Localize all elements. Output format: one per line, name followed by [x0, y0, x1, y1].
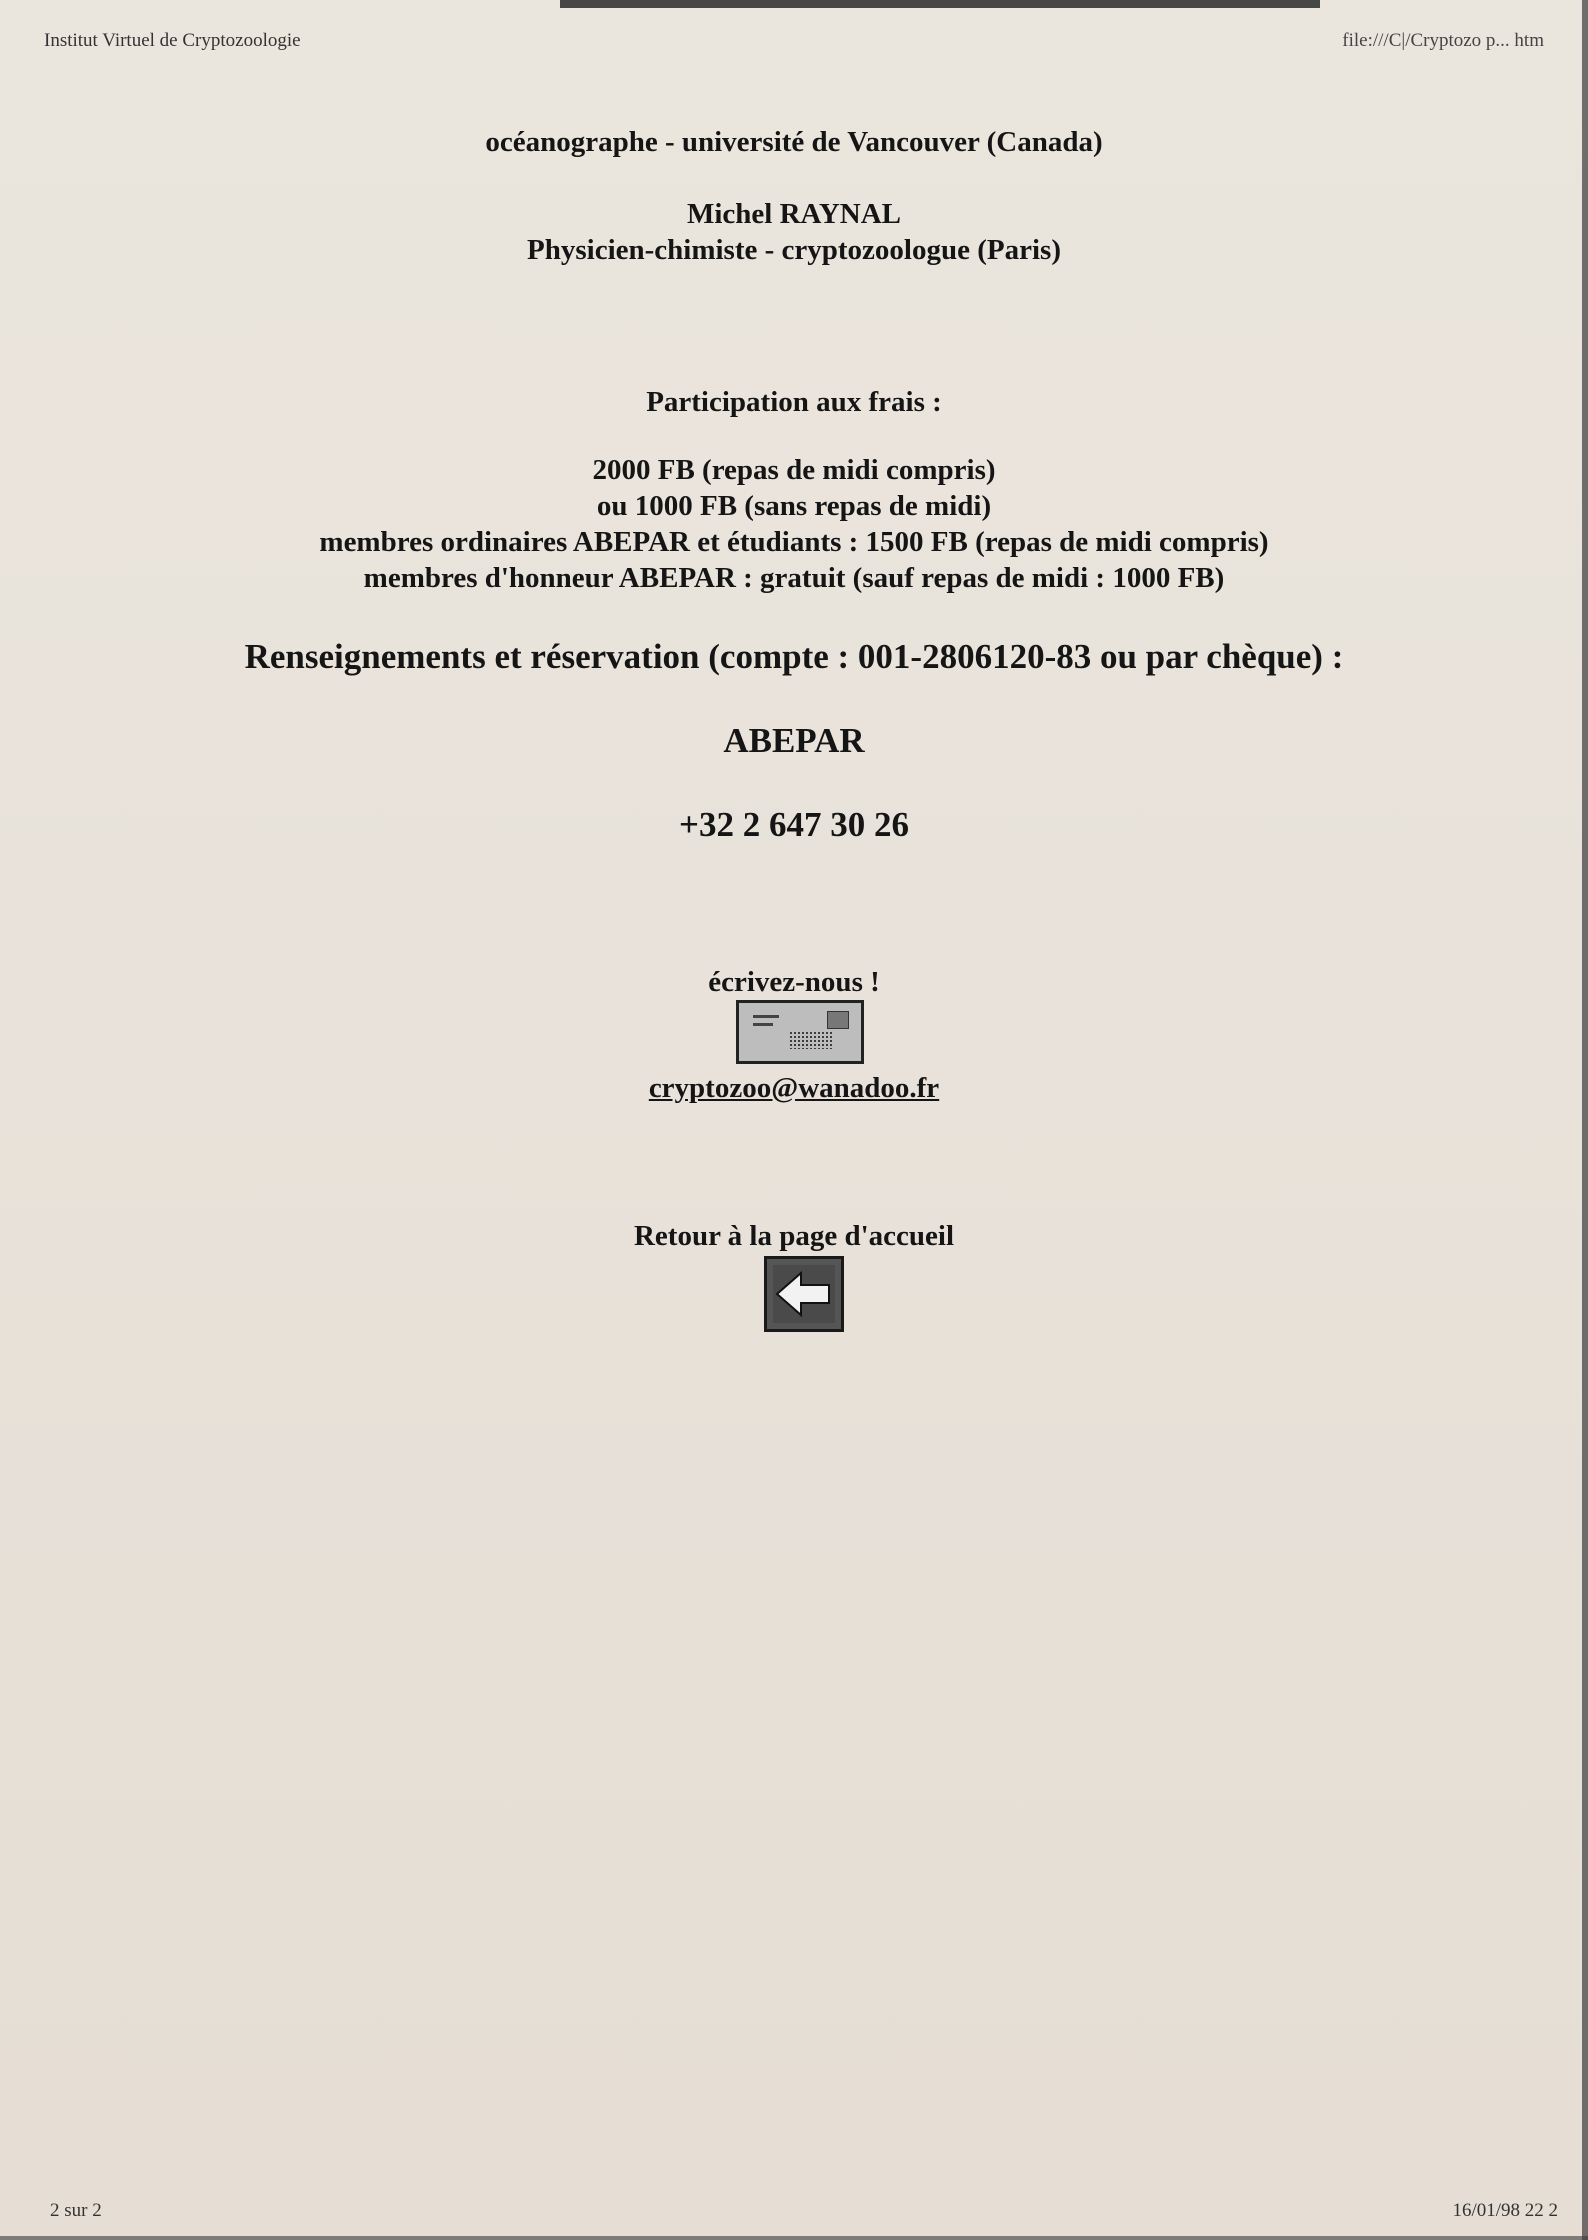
- org-name: ABEPAR: [723, 721, 865, 760]
- main-content: [0, 124, 1588, 160]
- fees-heading: Participation aux frais :: [646, 386, 942, 418]
- fees-list: [0, 452, 1588, 596]
- phone-number: +32 2 647 30 26: [679, 805, 909, 844]
- speaker-affiliation: océanographe - université de Vancouver (Canada): [485, 126, 1103, 158]
- envelope-icon[interactable]: [736, 1000, 864, 1064]
- speaker-role: Physicien-chimiste - cryptozoologue (Paris): [527, 234, 1061, 266]
- print-datetime: 16/01/98 22 2: [1452, 2200, 1558, 2221]
- scan-edge-bottom: [0, 2236, 1588, 2240]
- fee-line: ou 1000 FB (sans repas de midi): [596, 490, 992, 522]
- back-home-label: Retour à la page d'accueil: [633, 1220, 955, 1252]
- email-link[interactable]: cryptozoo@wanadoo.fr: [648, 1072, 940, 1104]
- print-header-url: file:///C|/Cryptozo p... htm: [1342, 30, 1544, 51]
- info-heading: Renseignements et réservation (compte : 001-2806120-83 ou par chèque) :: [244, 637, 1344, 676]
- fee-line: 2000 FB (repas de midi compris): [592, 454, 996, 486]
- speaker-name: Michel RAYNAL: [686, 198, 901, 230]
- page-counter: 2 sur 2: [50, 2200, 102, 2221]
- fee-line: membres d'honneur ABEPAR : gratuit (sauf repas de midi : 1000 FB): [363, 562, 1225, 594]
- scan-edge-right: [1582, 0, 1588, 2240]
- scan-edge-top: [560, 0, 1320, 8]
- print-header-title: Institut Virtuel de Cryptozoologie: [44, 30, 301, 51]
- back-arrow-icon[interactable]: [764, 1256, 844, 1332]
- write-us-label: écrivez-nous !: [708, 966, 880, 998]
- fee-line: membres ordinaires ABEPAR et étudiants : 1500 FB (repas de midi compris): [319, 526, 1269, 558]
